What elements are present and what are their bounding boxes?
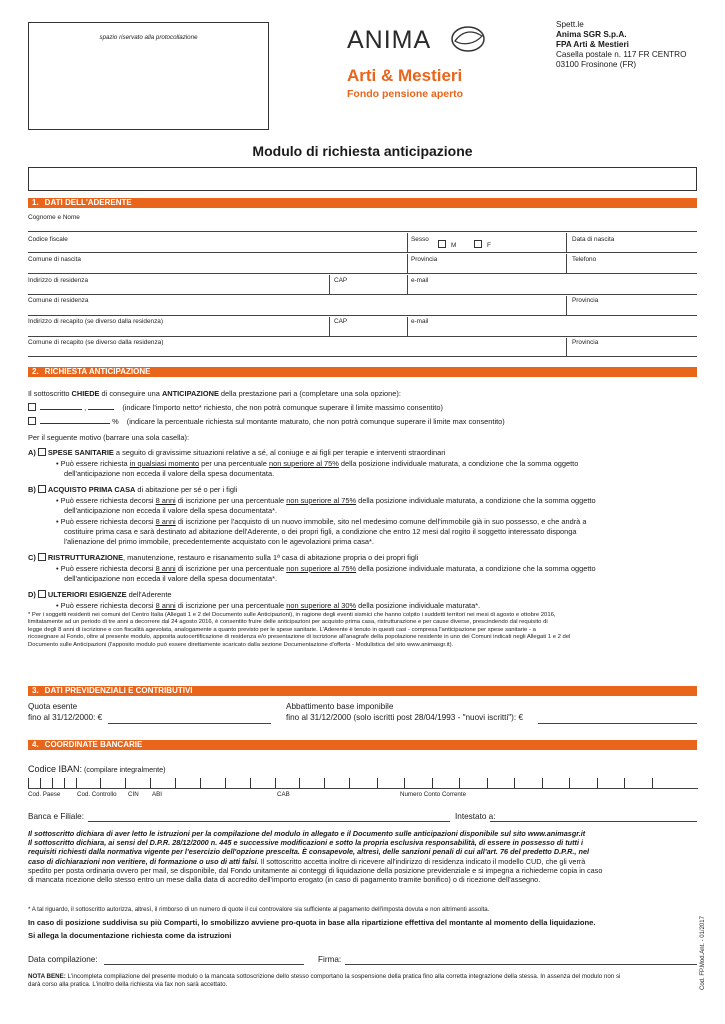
label-intestato: Intestato a: bbox=[455, 812, 496, 821]
amount-decimal-field[interactable] bbox=[88, 402, 114, 410]
section-2-num: 2. bbox=[32, 367, 39, 376]
a-b1-u1: in qualsiasi momento bbox=[129, 459, 200, 468]
b-b1-u2: non superiore al 75% bbox=[286, 496, 357, 505]
div-v2 bbox=[566, 233, 567, 252]
d-b1-u1: 8 anni bbox=[155, 601, 176, 610]
decl-2-3a: caso di dichiarazioni non veritiere, di formazione o uso di atti falsi. bbox=[28, 856, 259, 866]
div-v5 bbox=[329, 275, 330, 294]
checkbox-amount[interactable] bbox=[28, 403, 36, 411]
form-code: Cod. FP.Mod.Ant. - 01/2017 bbox=[700, 916, 706, 990]
field-codice-fiscale[interactable] bbox=[28, 252, 697, 253]
label-cognome: Cognome e Nome bbox=[28, 214, 80, 221]
b-b1-mid: di iscrizione per una percentuale bbox=[175, 496, 287, 505]
field-comune-residenza[interactable] bbox=[28, 315, 697, 316]
decl-3: In caso di posizione suddivisa su più Comparti, lo smobilizzo avviene pro-quota in base alla ripartizione effettiva del montante al momento della liquidazione. bbox=[28, 918, 596, 927]
iban-char-divider bbox=[349, 778, 350, 788]
iban-char-divider bbox=[514, 778, 515, 788]
label-email-2: e-mail bbox=[411, 318, 429, 325]
a-bullet-1: • Può essere richiesta in qualsiasi momento per una percentuale non superiore al 75% della posizione individuale maturata, a condizione che la somma oggetto bbox=[56, 459, 579, 468]
anima-symbol-icon bbox=[449, 24, 487, 54]
c-letter: C) bbox=[28, 553, 36, 562]
decl-2-5: di mancata ricezione dello stesso entro un mese dalla data di accredito dell'importo erogato (in caso di pagamento tramite bonifico) o di ricezione dell'assegno. bbox=[28, 875, 541, 885]
label-abbattimento: Abbattimento base imponibile bbox=[286, 702, 394, 711]
iban-char-divider bbox=[200, 778, 201, 788]
label-indirizzo-recapito: Indirizzo di recapito (se diverso dalla residenza) bbox=[28, 318, 163, 325]
nota-2: darà corso alla pratica. L'inoltro della richiesta via fax non sarà accettato. bbox=[28, 981, 228, 988]
intro-anticipazione: ANTICIPAZIONE bbox=[161, 389, 219, 398]
iban-char-divider bbox=[324, 778, 325, 788]
section-2-footnote bbox=[28, 612, 700, 649]
label-comune-nascita: Comune di nascita bbox=[28, 256, 81, 263]
addr-line-4: Casella postale n. 117 FR CENTRO bbox=[556, 50, 687, 59]
decl-2-4: spedito per posta ordinaria ovvero per mail, se disponibile, dal Fondo unitamente ai conteggi di liquidazione della posizione previdenziale e si impegna a richiederne copia in caso bbox=[28, 865, 603, 875]
div-v6 bbox=[407, 275, 408, 294]
a-b1-u2: non superiore al 75% bbox=[268, 459, 339, 468]
nota-1: L'incompleta compilazione del presente modulo o la mancata sottoscrizione dello stesso comportano la sospensione della pratica fino alla corretta integrazione della stessa. In assenza del modulo non si bbox=[65, 973, 621, 980]
label-quota-esente: Quota esente bbox=[28, 702, 78, 711]
option-a bbox=[28, 448, 698, 457]
label-provincia-2: Provincia bbox=[572, 297, 599, 304]
c-title: RISTRUTTURAZIONE bbox=[47, 553, 124, 562]
b-b1-u1: 8 anni bbox=[155, 496, 176, 505]
recipient-address bbox=[556, 20, 686, 70]
page-title: Modulo di richiesta anticipazione bbox=[252, 143, 473, 159]
field-firma[interactable] bbox=[345, 964, 697, 965]
label-fino-b: fino al 31/12/2000 (solo iscritti post 28/04/1993 - "nuovi iscritti"): € bbox=[286, 713, 524, 722]
percent-sign: % bbox=[112, 417, 119, 426]
b-bullet-1: • Può essere richiesta decorsi 8 anni di iscrizione per una percentuale non superiore al 75% della posizione individuale maturata, a condizione che la somma oggetto bbox=[56, 496, 596, 505]
percent-text: (indicare la percentuale richiesta sul montante maturato, che non potrà comunque superare il limite max consentito) bbox=[126, 417, 505, 426]
section-4-num: 4. bbox=[32, 740, 39, 749]
fund-subtitle: Fondo pensione aperto bbox=[347, 88, 464, 100]
percent-field[interactable] bbox=[40, 416, 110, 424]
section-1-title: DATI DELL'ADERENTE bbox=[44, 198, 132, 207]
a-b1-post: della posizione individuale maturata, a condizione che la somma oggetto bbox=[338, 459, 579, 468]
amount-sep: , bbox=[84, 403, 87, 412]
iban-char-divider bbox=[100, 778, 101, 788]
footnote-line-2: limitatamente ad un periodo di tre anni a decorrere dal 24 agosto 2016, è consentito fruire delle anticipazioni per acquisto prima casa, ristrutturazione e per cause diverse, prescindendo dal requisito di bbox=[28, 619, 548, 626]
label-codice-fiscale: Codice fiscale bbox=[28, 236, 68, 243]
label-f: F bbox=[487, 242, 491, 249]
iban-char-divider bbox=[28, 778, 29, 788]
label-cab: CAB bbox=[277, 791, 290, 798]
label-data-compilazione: Data compilazione: bbox=[28, 955, 98, 964]
label-indirizzo-residenza: Indirizzo di residenza bbox=[28, 277, 89, 284]
iban-char-divider bbox=[275, 778, 276, 788]
iban-char-divider bbox=[76, 778, 77, 788]
label-fino-a: fino al 31/12/2000: € bbox=[28, 713, 103, 722]
c-bullet-1-line2: dell'anticipazione non ecceda il valore della spesa documentata*. bbox=[64, 574, 278, 583]
iban-char-divider bbox=[299, 778, 300, 788]
decl-2-1: Il sottoscritto dichiara, ai sensi del D.P.R. 28/12/2000 n. 445 e successive modificazioni e sotto la propria esclusiva responsabilità, di essere in possesso di tutti i bbox=[28, 838, 584, 848]
iban-char-divider bbox=[542, 778, 543, 788]
protocol-box bbox=[28, 22, 269, 130]
footnote-line-3: legge degli 8 anni di iscrizione e con fiscalità agevolata, analogamente a quanto previsto per le spese sanitarie. L'Aderente è tenuto in questi casi - compresa l'anticipazione per spese sanitarie - a bbox=[28, 626, 536, 633]
field-banca[interactable] bbox=[88, 821, 450, 822]
a-bullet-1-line2: dell'anticipazione non ecceda il valore della spesa documentata. bbox=[64, 469, 275, 478]
section-4-bar bbox=[28, 740, 697, 750]
section-1-num: 1. bbox=[32, 198, 39, 207]
iban-note: (compilare integralmente) bbox=[82, 765, 166, 774]
label-firma: Firma: bbox=[318, 955, 342, 964]
top-input-box[interactable] bbox=[28, 167, 697, 191]
b-bullet-2-line2: costituire prima casa e sarà destinato ad abitazione dell'Aderente, o dei propri figli, a condizione che entro 12 mesi dal rogito il soggetto interessato disponga bbox=[64, 527, 577, 536]
c-b1-pre: Può essere richiesta decorsi bbox=[60, 564, 156, 573]
field-comune-recapito[interactable] bbox=[28, 356, 697, 357]
checkbox-sesso-m[interactable] bbox=[438, 240, 446, 248]
option-amount bbox=[28, 402, 698, 412]
d-bullet-1: • Può essere richiesta decorsi 8 anni di iscrizione per una percentuale non superiore al 30% della posizione individuale maturata*. bbox=[56, 601, 481, 610]
iban-char-divider bbox=[487, 778, 488, 788]
d-text: dell'Aderente bbox=[126, 590, 172, 599]
div-v4 bbox=[566, 254, 567, 273]
div-v3 bbox=[407, 254, 408, 273]
decl-2-2: requisiti richiesti dalla normativa vigente per l'esercizio dell'opzione prescelta. È consapevole, altresì, delle sanzioni penali di cui all'art. 76 del predetto D.P.R., nel bbox=[28, 847, 590, 857]
c-b1-u2: non superiore al 75% bbox=[286, 564, 357, 573]
addr-line-3: FPA Arti & Mestieri bbox=[556, 40, 629, 49]
iban-char-divider bbox=[459, 778, 460, 788]
label-sesso: Sesso bbox=[411, 236, 429, 243]
footnote-line-5: Documento sulle Anticipazioni (l'apposito modulo può essere direttamente scaricato dalla sezione Documentazione d'offerta - Modulistica del sito www.animasgr.it). bbox=[28, 641, 454, 648]
label-email-1: e-mail bbox=[411, 277, 429, 284]
div-v7 bbox=[566, 296, 567, 315]
brand-logo bbox=[347, 26, 431, 55]
label-provincia-3: Provincia bbox=[572, 339, 599, 346]
b-text: di abitazione per sé o per i figli bbox=[135, 485, 238, 494]
section-3-num: 3. bbox=[32, 686, 39, 695]
iban-char-divider bbox=[150, 778, 151, 788]
a-b1-mid: per una percentuale bbox=[199, 459, 269, 468]
fund-name: Arti & Mestieri bbox=[347, 66, 463, 85]
amount-text: (indicare l'importo netto* richiesto, che non potrà comunque superare il limite massimo consentito) bbox=[122, 403, 443, 412]
c-b1-post: della posizione individuale maturata, a condizione che la somma oggetto bbox=[356, 564, 596, 573]
checkbox-a[interactable] bbox=[38, 448, 46, 456]
amount-field[interactable] bbox=[40, 402, 82, 410]
a-letter: A) bbox=[28, 448, 36, 457]
label-abi: ABI bbox=[152, 791, 162, 798]
section-3-bar bbox=[28, 686, 697, 696]
footnote-line-1: * Per i soggetti residenti nei comuni del Centro Italia (Allegati 1 e 2 del Documento sulle Anticipazioni), in ragione degli eventi sismici che hanno colpito i suddetti territori nei mesi di agosto e ottobre 2016, bbox=[28, 612, 556, 618]
label-cod-paese: Cod. Paese bbox=[28, 791, 61, 798]
b-title: ACQUISTO PRIMA CASA bbox=[47, 485, 136, 494]
b-letter: B) bbox=[28, 485, 36, 494]
label-m: M bbox=[451, 242, 457, 249]
addr-line-5: 03100 Frosinone (FR) bbox=[556, 60, 637, 69]
section-4-title: COORDINATE BANCARIE bbox=[44, 740, 143, 749]
d-b1-u2: non superiore al 30% bbox=[286, 601, 357, 610]
decl-2-3b: Il sottoscritto accetta inoltre di ricevere all'indirizzo di residenza indicato il modello CUD, che gli verrà bbox=[258, 856, 586, 866]
iban-char-divider bbox=[40, 778, 41, 788]
iban-label: Codice IBAN: bbox=[28, 764, 83, 774]
b-b1-pre: Può essere richiesta decorsi bbox=[60, 496, 156, 505]
iban-char-divider bbox=[569, 778, 570, 788]
field-indirizzo-residenza[interactable] bbox=[28, 294, 697, 295]
motivo-label: Per il seguente motivo (barrare una sola casella): bbox=[28, 433, 190, 442]
protocol-label: spazio riservato alla protocollazione bbox=[99, 34, 198, 41]
b-bullet-1-line2: dell'anticipazione non ecceda il valore della spesa documentata*. bbox=[64, 506, 278, 515]
iban-label-row bbox=[28, 759, 166, 777]
label-cap-2: CAP bbox=[334, 318, 348, 325]
iban-input[interactable] bbox=[28, 776, 698, 788]
iban-baseline bbox=[28, 788, 698, 789]
checkbox-c[interactable] bbox=[38, 553, 46, 561]
d-b1-pre: Può essere richiesta decorsi bbox=[60, 601, 156, 610]
b-b2-pre: Può essere richiesta decorsi bbox=[60, 517, 156, 526]
checkbox-d[interactable] bbox=[38, 590, 46, 598]
b-b1-post: della posizione individuale maturata, a condizione che la somma oggetto bbox=[356, 496, 596, 505]
d-title: ULTERIORI ESIGENZE bbox=[47, 590, 127, 599]
iban-char-divider bbox=[377, 778, 378, 788]
div-v9 bbox=[407, 317, 408, 336]
label-data-nascita: Data di nascita bbox=[572, 236, 615, 243]
d-b1-mid: di iscrizione per una percentuale bbox=[175, 601, 287, 610]
decl-4: Si allega la documentazione richiesta come da istruzioni bbox=[28, 931, 232, 940]
label-numero-conto: Numero Conto Corrente bbox=[400, 791, 467, 798]
b-b2-post: di iscrizione per l'acquisto di un nuovo immobile, sito nel medesimo comune dell'immobile già in suo possesso, e che andrà a bbox=[175, 517, 587, 526]
iban-char-divider bbox=[175, 778, 176, 788]
div-v8 bbox=[329, 317, 330, 336]
footnote-line-4: ricosegnare al Fondo, oltre al presente modulo, apposita autocertificazione di residenza e/o presentazione di iscrizione all'anagrafe della popolazione residente in uno dei Comuni indicati negli Allegati 1 e 2 del bbox=[28, 634, 571, 641]
checkbox-b[interactable] bbox=[38, 485, 46, 493]
d-letter: D) bbox=[28, 590, 36, 599]
div-v1 bbox=[407, 233, 408, 252]
field-abbattimento[interactable] bbox=[538, 723, 697, 724]
field-cognome[interactable] bbox=[28, 231, 697, 232]
brand-name: ANIMA bbox=[347, 26, 432, 54]
iban-char-divider bbox=[624, 778, 625, 788]
intro-c: della prestazione pari a (completare una sola opzione): bbox=[218, 389, 401, 398]
c-text: , manutenzione, restauro e risanamento sulla 1ª casa di abitazione propria o dei propri figli bbox=[123, 553, 419, 562]
declarations bbox=[28, 829, 700, 884]
intro-b: di conseguire una bbox=[99, 389, 162, 398]
request-intro bbox=[28, 389, 698, 398]
field-quota-esente[interactable] bbox=[108, 723, 271, 724]
b-bullet-2-line3: l'alienazione del primo immobile, precedentemente acquistato con le agevolazioni prima casa*. bbox=[64, 537, 374, 546]
field-data-compilazione[interactable] bbox=[104, 964, 304, 965]
section-2-bar bbox=[28, 367, 697, 377]
nota-bold: NOTA BENE: bbox=[28, 973, 66, 980]
section-1-bar bbox=[28, 198, 697, 208]
label-cin: CIN bbox=[128, 791, 139, 798]
c-bullet-1: • Può essere richiesta decorsi 8 anni di iscrizione per una percentuale non superiore al 75% della posizione individuale maturata, a condizione che la somma oggetto bbox=[56, 564, 596, 573]
intro-chiede: CHIEDE bbox=[71, 389, 100, 398]
section-2-title: RICHIESTA ANTICIPAZIONE bbox=[44, 367, 151, 376]
label-comune-residenza: Comune di residenza bbox=[28, 297, 89, 304]
div-v10 bbox=[566, 338, 567, 356]
label-comune-recapito: Comune di recapito (se diverso dalla residenza) bbox=[28, 339, 164, 346]
label-banca: Banca e Filiale: bbox=[28, 812, 84, 821]
b-b2-u1: 8 anni bbox=[155, 517, 176, 526]
a-text: a seguito di gravissime situazioni relative a sé, al coniuge e ai figli per terapie e interventi straordinari bbox=[113, 448, 446, 457]
label-cap-1: CAP bbox=[334, 277, 348, 284]
decl-1: Il sottoscritto dichiara di aver letto le istruzioni per la compilazione del modulo in allegato e il Documento sulle anticipazioni disponibile sul sito www.animasgr.it bbox=[28, 829, 586, 838]
option-c bbox=[28, 553, 698, 562]
a-title: SPESE SANITARIE bbox=[47, 448, 114, 457]
label-provincia-1: Provincia bbox=[411, 256, 438, 263]
option-b bbox=[28, 485, 698, 494]
iban-char-divider bbox=[250, 778, 251, 788]
checkbox-sesso-f[interactable] bbox=[474, 240, 482, 248]
b-bullet-2: • Può essere richiesta decorsi 8 anni di iscrizione per l'acquisto di un nuovo immobile, sito nel medesimo comune dell'immobile già in suo possesso, e che andrà a bbox=[56, 517, 587, 526]
option-percent bbox=[28, 416, 698, 426]
option-d bbox=[28, 590, 698, 599]
field-indirizzo-recapito[interactable] bbox=[28, 336, 697, 337]
label-telefono: Telefono bbox=[572, 256, 597, 263]
intro-a: Il sottoscritto bbox=[28, 389, 72, 398]
section-3-title: DATI PREVIDENZIALI E CONTRIBUTIVI bbox=[44, 686, 193, 695]
label-cod-controllo: Cod. Controllo bbox=[77, 791, 117, 798]
c-b1-u1: 8 anni bbox=[155, 564, 176, 573]
nota-bene bbox=[28, 973, 700, 989]
iban-char-divider bbox=[597, 778, 598, 788]
iban-char-divider bbox=[432, 778, 433, 788]
c-b1-mid: di iscrizione per una percentuale bbox=[175, 564, 287, 573]
addr-line-2: Anima SGR S.p.A. bbox=[556, 30, 627, 39]
iban-char-divider bbox=[52, 778, 53, 788]
field-comune-nascita[interactable] bbox=[28, 273, 697, 274]
a-b1-pre: Può essere richiesta bbox=[60, 459, 130, 468]
iban-char-divider bbox=[404, 778, 405, 788]
decl-footnote: * A tal riguardo, il sottoscritto autorizza, altresì, il rimborso di un numero di quote il cui controvalore sia sufficiente al pagamento dell'imposta dovuta e non altrimenti assolta. bbox=[28, 906, 490, 913]
iban-char-divider bbox=[64, 778, 65, 788]
field-intestato[interactable] bbox=[490, 821, 697, 822]
addr-line-1: Spett.le bbox=[556, 20, 584, 29]
iban-char-divider bbox=[225, 778, 226, 788]
d-b1-post: della posizione individuale maturata*. bbox=[356, 601, 481, 610]
iban-char-divider bbox=[125, 778, 126, 788]
iban-char-divider bbox=[652, 778, 653, 788]
checkbox-percent[interactable] bbox=[28, 417, 36, 425]
